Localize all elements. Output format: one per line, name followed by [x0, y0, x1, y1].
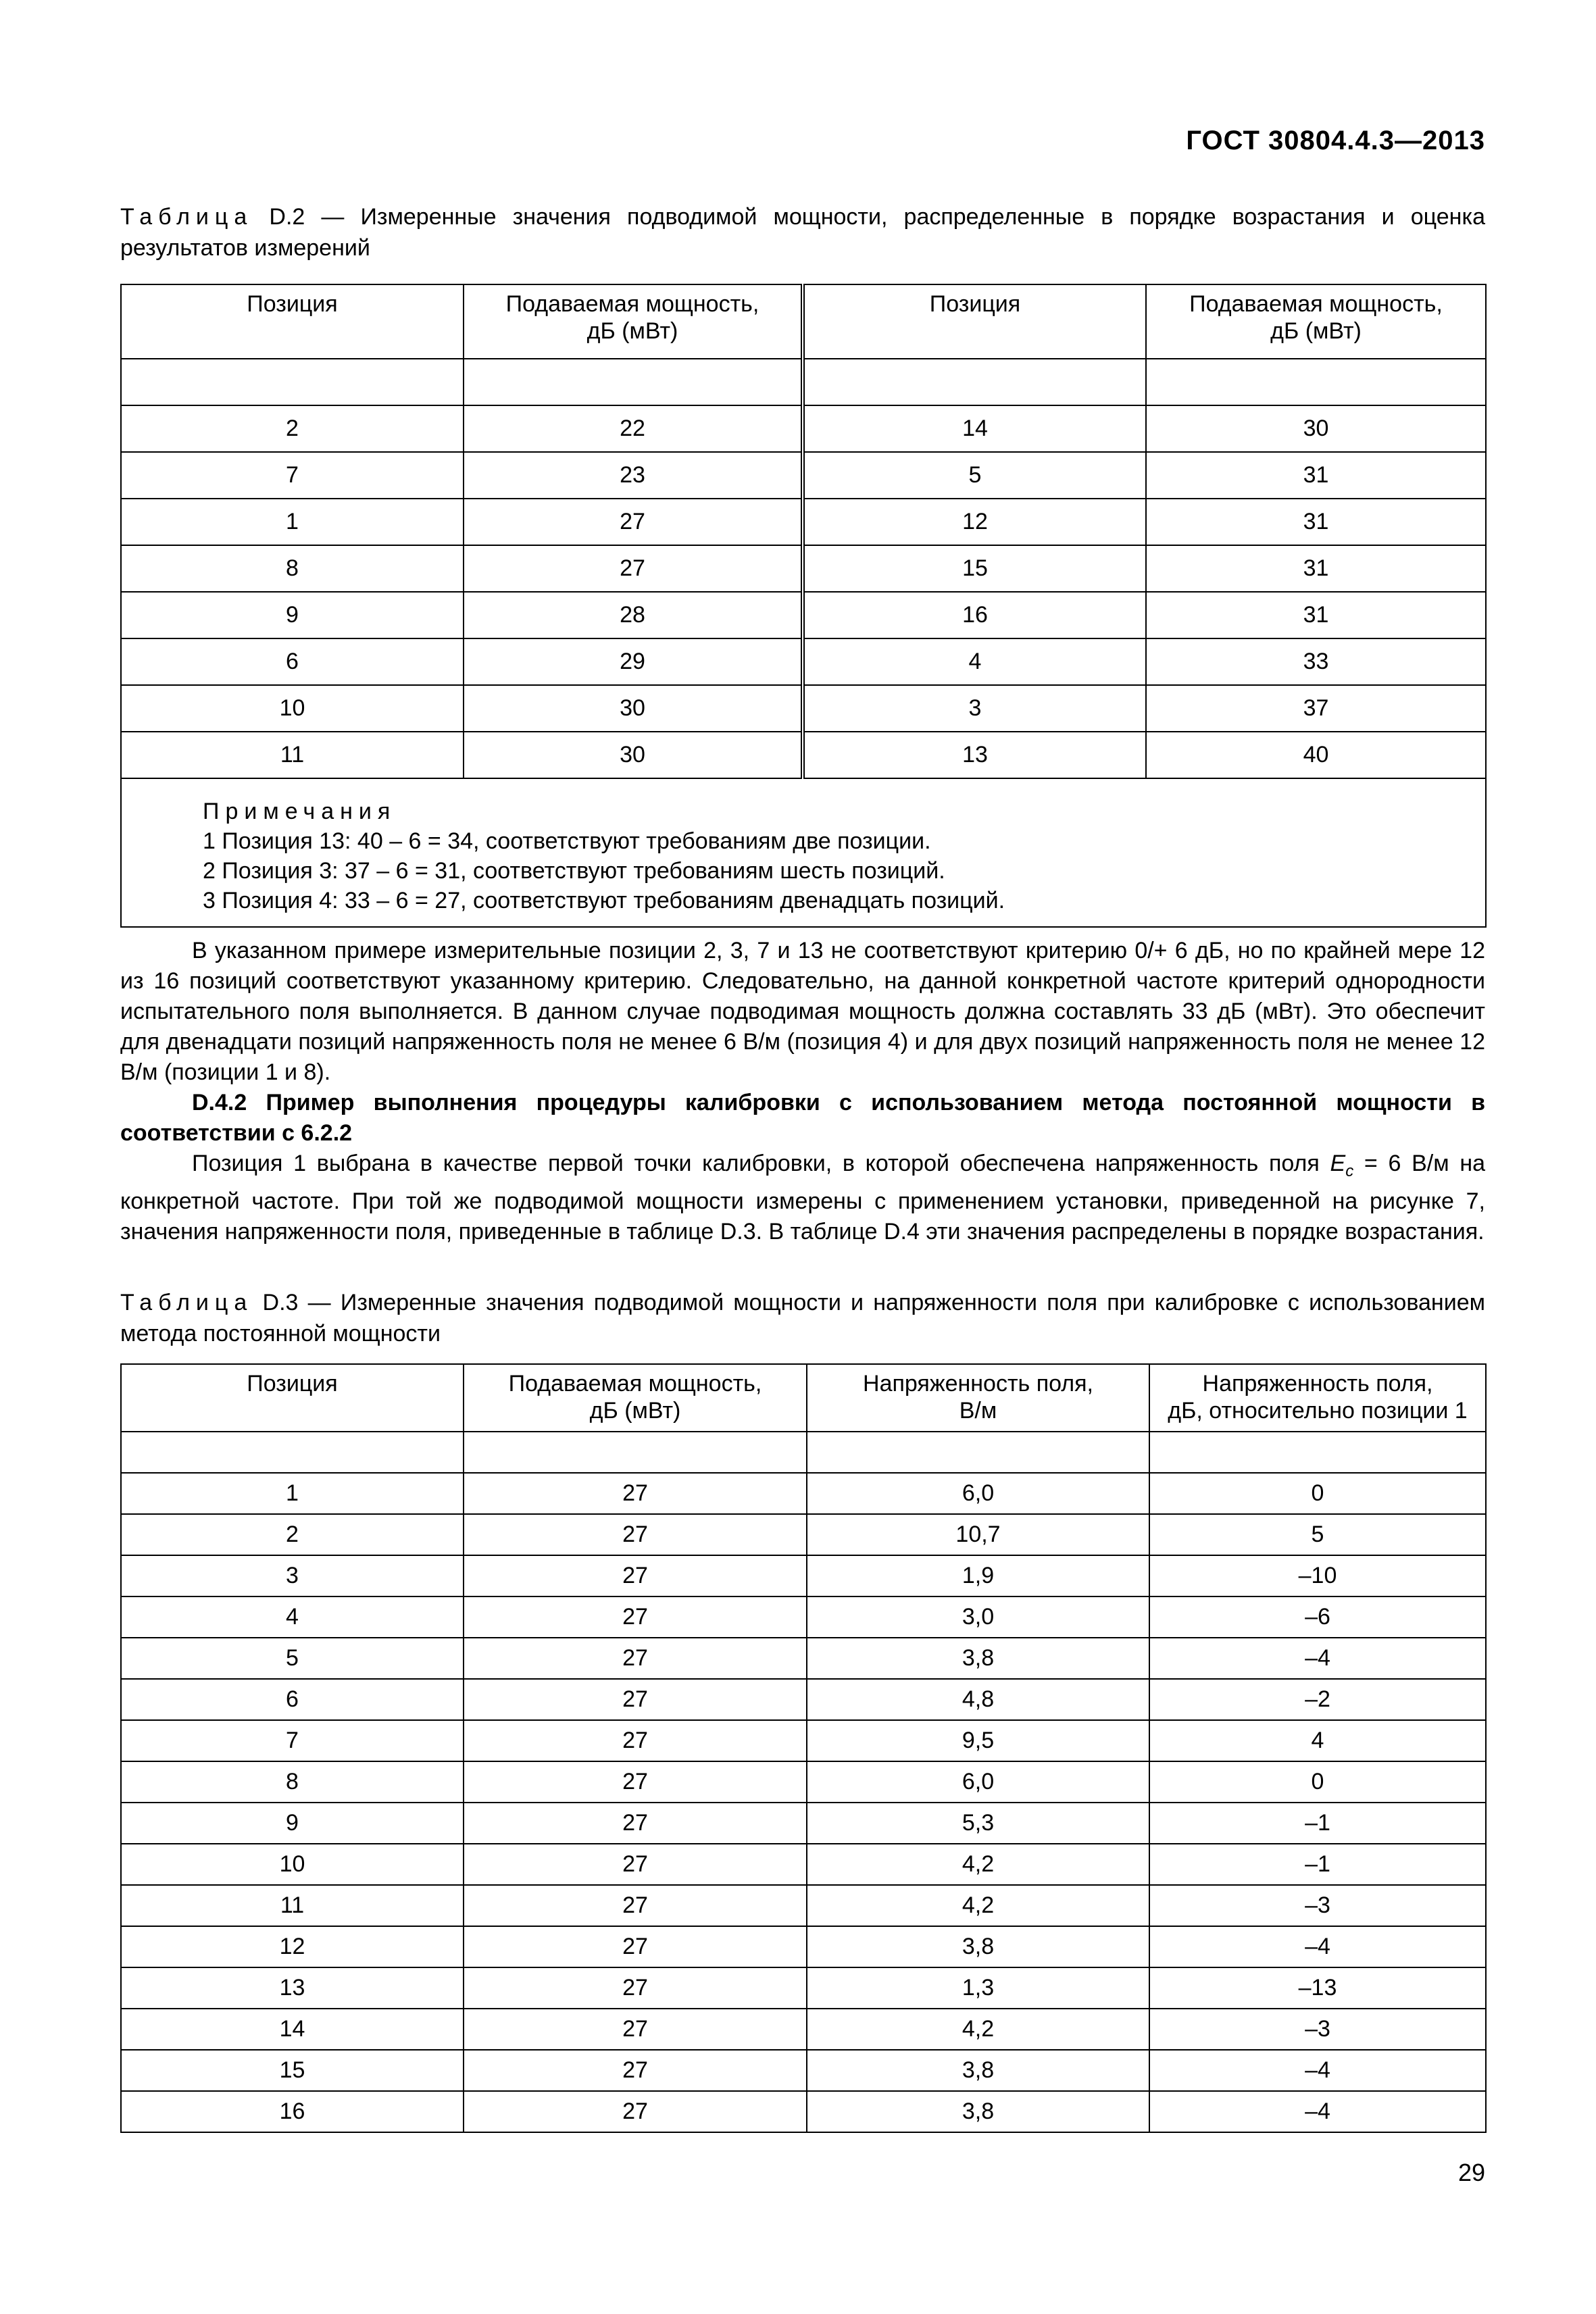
document-page: [120, 0, 1485, 2314]
cell-power-1: 28: [464, 592, 803, 638]
table-row: [121, 2091, 1486, 2132]
table-d2-caption-text: D.2 — Измеренные значения подводимой мощности, распределенные в порядке возрастания и оценка результатов измерений: [120, 204, 1485, 261]
cell-power-1: 30: [464, 685, 803, 732]
table-row: [121, 1885, 1486, 1926]
cell-power: 27: [464, 1844, 807, 1885]
cell-field-db: –3: [1149, 2009, 1486, 2050]
cell-field-vm: 4,2: [807, 2009, 1149, 2050]
cell-power: 27: [464, 1967, 807, 2009]
table-row: [121, 405, 1486, 452]
cell-position-1: 9: [121, 592, 464, 638]
cell-power-1: 22: [464, 405, 803, 452]
cell-field-vm: 10,7: [807, 1514, 1149, 1555]
cell-position-2: 3: [803, 685, 1146, 732]
table-d2-notes-title: Примечания: [203, 799, 397, 824]
table-row: [121, 1803, 1486, 1844]
cell-position: 16: [121, 2091, 464, 2132]
cell-field-db: –6: [1149, 1596, 1486, 1638]
table-d2-caption: [120, 201, 1485, 263]
cell-position-1: 8: [121, 545, 464, 592]
cell-power-1: 27: [464, 545, 803, 592]
cell-field-db: –4: [1149, 1638, 1486, 1679]
cell-position: 14: [121, 2009, 464, 2050]
table-d2-header-position-2: Позиция: [803, 284, 1146, 359]
cell-power: 27: [464, 1473, 807, 1514]
cell-position: 15: [121, 2050, 464, 2091]
cell-power: 27: [464, 2009, 807, 2050]
table-d2: [120, 284, 1487, 928]
cell-power-2: 37: [1146, 685, 1486, 732]
table-d2-notes: [121, 778, 1486, 927]
cell-power: 27: [464, 2050, 807, 2091]
table-d2-header-power-2: Подаваемая мощность, дБ (мВт): [1146, 284, 1486, 359]
cell-position: 4: [121, 1596, 464, 1638]
table-row: [121, 1596, 1486, 1638]
t3-header-separator: [121, 1432, 1486, 1473]
table-row: [121, 545, 1486, 592]
cell-field-db: –4: [1149, 2091, 1486, 2132]
cell-field-db: –4: [1149, 2050, 1486, 2091]
table-row: [121, 1761, 1486, 1803]
table-row: [121, 638, 1486, 685]
cell-field-db: –1: [1149, 1844, 1486, 1885]
cell-position-1: 1: [121, 499, 464, 545]
cell-power-2: 30: [1146, 405, 1486, 452]
cell-field-vm: 4,8: [807, 1679, 1149, 1720]
table-row: [121, 2050, 1486, 2091]
page-number: 29: [1457, 2159, 1485, 2186]
cell-position-2: 16: [803, 592, 1146, 638]
cell-field-vm: 3,0: [807, 1596, 1149, 1638]
cell-power: 27: [464, 1926, 807, 1967]
field-var-subscript: c: [1345, 1161, 1354, 1180]
cell-field-db: –1: [1149, 1803, 1486, 1844]
table-d2-header-power-1: Подаваемая мощность, дБ (мВт): [464, 284, 803, 359]
table-d3-header-power: Подаваемая мощность, дБ (мВт): [464, 1364, 807, 1432]
cell-position-1: 2: [121, 405, 464, 452]
table-d2-note-2: 2 Позиция 3: 37 – 6 = 31, соответствуют требованиям шесть позиций.: [203, 858, 945, 884]
cell-field-db: –4: [1149, 1926, 1486, 1967]
cell-position: 8: [121, 1761, 464, 1803]
cell-position: 10: [121, 1844, 464, 1885]
cell-power-2: 31: [1146, 499, 1486, 545]
table-d3-header-field-db: Напряженность поля, дБ, относительно позиции 1: [1149, 1364, 1486, 1432]
cell-field-vm: 3,8: [807, 1926, 1149, 1967]
table-row: [121, 452, 1486, 499]
table-row: [121, 685, 1486, 732]
cell-field-vm: 1,9: [807, 1555, 1149, 1596]
table-d3-header-position: Позиция: [121, 1364, 464, 1432]
cell-power-2: 33: [1146, 638, 1486, 685]
cell-field-vm: 3,8: [807, 2050, 1149, 2091]
table-row: [121, 1638, 1486, 1679]
cell-position: 2: [121, 1514, 464, 1555]
cell-power: 27: [464, 1720, 807, 1761]
cell-field-vm: 6,0: [807, 1473, 1149, 1514]
cell-power: 27: [464, 2091, 807, 2132]
cell-field-db: –2: [1149, 1679, 1486, 1720]
cell-position-1: 6: [121, 638, 464, 685]
cell-power: 27: [464, 1514, 807, 1555]
cell-power-2: 31: [1146, 545, 1486, 592]
cell-position: 7: [121, 1720, 464, 1761]
cell-field-vm: 5,3: [807, 1803, 1149, 1844]
section-heading-d42: D.4.2 Пример выполнения процедуры калибровки с использованием метода постоянной мощности в соответствии с 6.2.2: [120, 1090, 1485, 1146]
cell-field-vm: 1,3: [807, 1967, 1149, 2009]
cell-field-db: 5: [1149, 1514, 1486, 1555]
cell-position: 9: [121, 1803, 464, 1844]
cell-power: 27: [464, 1761, 807, 1803]
cell-position-2: 12: [803, 499, 1146, 545]
cell-power-1: 27: [464, 499, 803, 545]
cell-power: 27: [464, 1679, 807, 1720]
table-d3-caption-label: Таблица: [120, 1290, 253, 1315]
table-row: [121, 1679, 1486, 1720]
table-row: [121, 1720, 1486, 1761]
cell-position: 13: [121, 1967, 464, 2009]
cell-position: 5: [121, 1638, 464, 1679]
table-row: [121, 2009, 1486, 2050]
table-d3-header-field-vm: Напряженность поля, В/м: [807, 1364, 1149, 1432]
cell-position-2: 4: [803, 638, 1146, 685]
table-d3-caption: [120, 1287, 1485, 1349]
cell-field-db: –3: [1149, 1885, 1486, 1926]
cell-power: 27: [464, 1638, 807, 1679]
table-d2-note-1: 1 Позиция 13: 40 – 6 = 34, соответствуют требованиям две позиции.: [203, 828, 931, 854]
cell-field-db: –13: [1149, 1967, 1486, 2009]
table-row: [121, 1473, 1486, 1514]
cell-position-2: 5: [803, 452, 1146, 499]
document-id: ГОСТ 30804.4.3—2013: [1186, 126, 1485, 155]
cell-power: 27: [464, 1885, 807, 1926]
cell-power-2: 40: [1146, 732, 1486, 778]
cell-position: 1: [121, 1473, 464, 1514]
cell-field-db: –10: [1149, 1555, 1486, 1596]
table-d2-notes-row: [121, 778, 1486, 927]
cell-position-1: 7: [121, 452, 464, 499]
t2-header-separator: [121, 359, 1486, 405]
table-d2-header-position-1: Позиция: [121, 284, 464, 359]
table-row: [121, 1555, 1486, 1596]
table-d3-header-row: [121, 1364, 1486, 1432]
field-var-E: E: [1330, 1151, 1346, 1176]
cell-field-vm: 6,0: [807, 1761, 1149, 1803]
cell-power: 27: [464, 1555, 807, 1596]
table-row: [121, 1514, 1486, 1555]
cell-power-2: 31: [1146, 592, 1486, 638]
table-d3-caption-text: D.3 — Измеренные значения подводимой мощности и напряженности поля при калибровке с использованием метода постоянной мощности: [120, 1290, 1485, 1347]
cell-power: 27: [464, 1596, 807, 1638]
table-row: [121, 1967, 1486, 2009]
table-d2-note-3: 3 Позиция 4: 33 – 6 = 27, соответствуют требованиям двенадцать позиций.: [203, 888, 1005, 913]
table-d3: [120, 1363, 1487, 2133]
cell-power-1: 30: [464, 732, 803, 778]
cell-position-2: 13: [803, 732, 1146, 778]
table-row: [121, 1926, 1486, 1967]
cell-field-vm: 9,5: [807, 1720, 1149, 1761]
cell-position: 12: [121, 1926, 464, 1967]
cell-field-db: 0: [1149, 1761, 1486, 1803]
body-text: [120, 936, 1485, 1247]
cell-position: 6: [121, 1679, 464, 1720]
table-d2-caption-label: Таблица: [120, 204, 253, 230]
table-row: [121, 499, 1486, 545]
cell-position: 3: [121, 1555, 464, 1596]
table-d2-header-row: [121, 284, 1486, 359]
cell-power-1: 23: [464, 452, 803, 499]
cell-field-vm: 4,2: [807, 1844, 1149, 1885]
cell-position: 11: [121, 1885, 464, 1926]
cell-position-2: 14: [803, 405, 1146, 452]
table-row: [121, 732, 1486, 778]
cell-power-2: 31: [1146, 452, 1486, 499]
cell-position-1: 10: [121, 685, 464, 732]
cell-field-db: 4: [1149, 1720, 1486, 1761]
cell-position-1: 11: [121, 732, 464, 778]
cell-position-2: 15: [803, 545, 1146, 592]
cell-field-db: 0: [1149, 1473, 1486, 1514]
cell-power: 27: [464, 1803, 807, 1844]
table-row: [121, 592, 1486, 638]
cell-power-1: 29: [464, 638, 803, 685]
cell-field-vm: 3,8: [807, 1638, 1149, 1679]
cell-field-vm: 3,8: [807, 2091, 1149, 2132]
cell-field-vm: 4,2: [807, 1885, 1149, 1926]
paragraph-2: Позиция 1 выбрана в качестве первой точки калибровки, в которой обеспечена напряженность поля $E_c = 6$ В/м на конкретной частоте. При той же подводимой мощности измерены с применением установки, приведенной на рисунке 7, значения напряженности поля, приведенные в таблице D.3. В таблице D.4 эти значения распределены в порядке возрастания.: [120, 1151, 1485, 1244]
table-row: [121, 1844, 1486, 1885]
paragraph-1: В указанном примере измерительные позиции 2, 3, 7 и 13 не соответствуют критерию 0/+ 6 дБ, но по крайней мере 12 из 16 позиций соответствуют указанному критерию. Следовательно, на данной конкретной частоте критерий однородности испытательного поля выполняется. В данном случае подводимая мощность должна составлять 33 дБ (мВт). Это обеспечит для двенадцати позиций напряженность поля не менее 6 В/м (позиция 4) и для двух позиций напряженность поля не менее 12 В/м (позиции 1 и 8).: [120, 938, 1485, 1085]
